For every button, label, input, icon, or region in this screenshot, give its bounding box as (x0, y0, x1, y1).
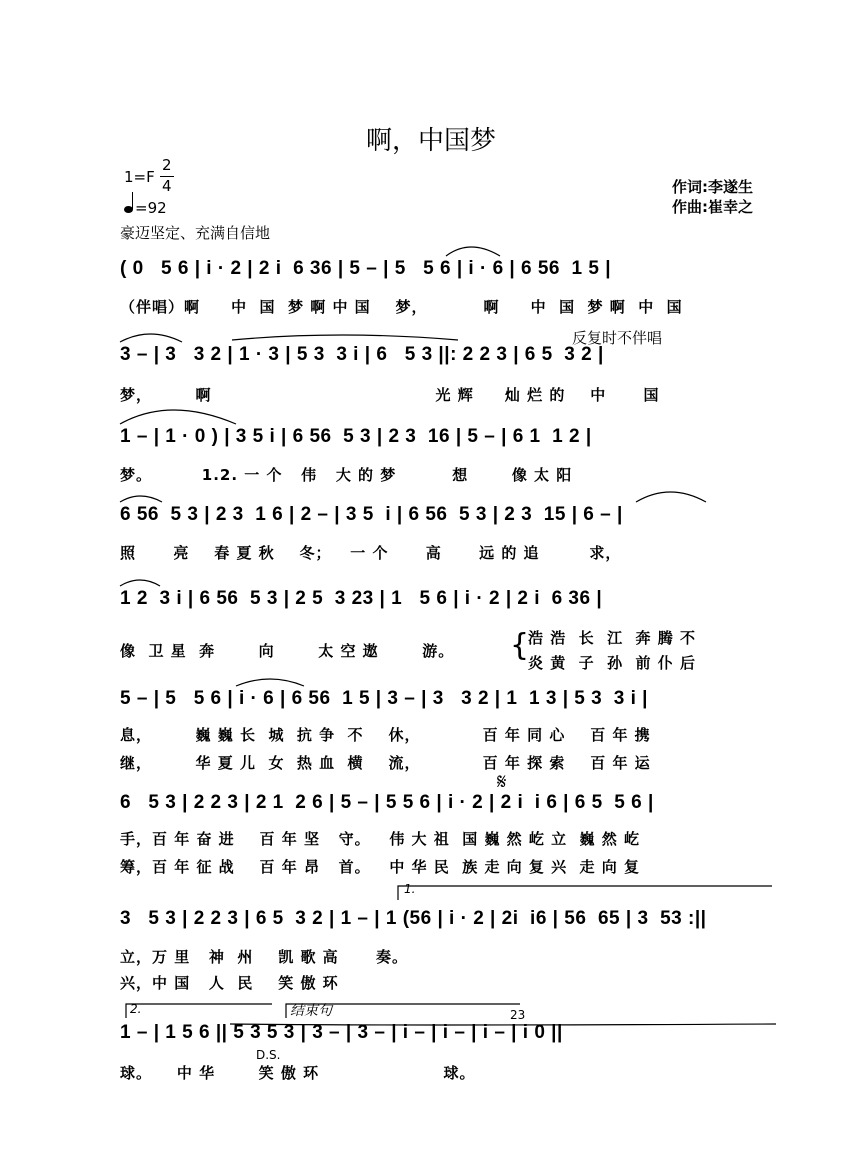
lyricist: 作词:李遂生 (672, 178, 753, 196)
system-5-lyrics-verse1: 浩 浩 长 江 奔 腾 不 (528, 629, 697, 647)
system-9-lyrics: 球。 中 华 笑 傲 环 球。 (120, 1064, 476, 1082)
system-8-notes: 3 5 3 | 2 2 3 | 6 5 3 2 | 1 – | 1 (56 | i · 2 | 2i i6 | 56 65 | 3 53 :|| (120, 908, 707, 929)
expression-marking: 豪迈坚定、充满自信地 (120, 224, 271, 242)
grace-notes: 23 (510, 1008, 526, 1022)
system-2-lyrics: 梦， 啊 光 辉 灿 烂 的 中 国 (120, 386, 660, 404)
slur (232, 335, 458, 340)
slur (636, 492, 706, 502)
slur (120, 334, 182, 342)
system-4-notes: 6 56 5 3 | 2 3 1 6 | 2 – | 3 5 i | 6 56 5 3 | 2 3 15 | 6 – | (120, 504, 623, 525)
coda-label: 结束句 (290, 1003, 332, 1019)
ending-1-bracket (398, 886, 772, 900)
ending-2-bracket (126, 1004, 272, 1018)
ending-1-label: 1. (404, 882, 416, 896)
system-7-notes: 6 5 3 | 2 2 3 | 2 1 2 6 | 5 – | 5 5 6 | i · 2 | 2 i i 6 | 6 5 5 6 | (120, 792, 654, 813)
verse-brace: { (510, 628, 530, 663)
system-6-lyrics-verse1: 息， 巍 巍 长 城 抗 争 不 休， 百 年 同 心 百 年 携 (120, 726, 651, 744)
time-signature-top: 2 (162, 156, 172, 174)
system-5-notes: 1 2 3 i | 6 56 5 3 | 2 5 3 23 | 1 5 6 | i · 2 | 2 i 6 36 | (120, 588, 603, 609)
slur (236, 679, 304, 686)
system-9-notes: 1 – | 1 5 6 || 5 3 5 3 | 3 – | 3 – | i – | i – | i – | i 0 || (120, 1022, 563, 1043)
system-6-lyrics-verse2: 继， 华 夏 儿 女 热 血 横 流， 百 年 探 索 百 年 运 (120, 754, 651, 772)
tempo: =92 (135, 199, 167, 217)
composer: 作曲:崔幸之 (672, 198, 753, 216)
coda-bracket (286, 1004, 520, 1018)
repeat-note: 反复时不伴唱 (572, 329, 663, 347)
time-signature-bottom: 4 (162, 177, 172, 195)
ds-marking: D.S. (256, 1048, 281, 1062)
system-8-lyrics-verse2: 兴，中 国 人 民 笑 傲 环 (120, 974, 339, 992)
system-5-lyrics-verse2: 炎 黄 子 孙 前 仆 后 (528, 654, 697, 672)
key-signature: 1=F (124, 168, 155, 186)
slur (120, 496, 162, 502)
slur (120, 410, 236, 424)
system-3-notes: 1 – | 1 · 0 ) | 3 5 i | 6 56 5 3 | 2 3 16 | 5 – | 6 1 1 2 | (120, 426, 592, 447)
system-6-notes: 5 – | 5 5 6 | i · 6 | 6 56 1 5 | 3 – | 3 3 2 | 1 1 3 | 5 3 3 i | (120, 688, 648, 709)
system-4-lyrics: 照 亮 春 夏 秋 冬； 一 个 高 远 的 追 求， (120, 544, 622, 562)
system-8-lyrics-verse1: 立，万 里 神 州 凯 歌 高 奏。 (120, 948, 409, 966)
system-7-lyrics-verse2: 筹，百 年 征 战 百 年 昂 首。 中 华 民 族 走 向 复 兴 走 向 复 (120, 858, 641, 876)
system-5-lyrics: 像 卫 星 奔 向 太 空 遨 游。 (120, 642, 455, 660)
system-1-notes: ( 0 5 6 | i · 2 | 2 i 6 36 | 5 – | 5 5 6 | i · 6 | 6 56 1 5 | (120, 258, 612, 279)
ending-2-label: 2. (130, 1002, 142, 1016)
system-2-notes: 3 – | 3 3 2 | 1 · 3 | 5 3 3 i | 6 5 3 ||: 2 2 3 | 6 5 3 2 | (120, 344, 604, 365)
segno-icon: 𝄋 (497, 770, 507, 795)
slur (446, 247, 500, 256)
slur (230, 1024, 776, 1025)
system-1-lyrics: （伴唱）啊 中 国 梦 啊 中 国 梦， 啊 中 国 梦 啊 中 国 (120, 298, 683, 316)
system-7-lyrics-verse1: 手，百 年 奋 进 百 年 坚 守。 伟 大 祖 国 巍 然 屹 立 巍 然 屹 (120, 830, 641, 848)
system-3-lyrics: 梦。 1.2. 一 个 伟 大 的 梦 想 像 太 阳 (120, 466, 573, 484)
slur (120, 580, 160, 586)
page-title: 啊，中国梦 (365, 126, 496, 156)
